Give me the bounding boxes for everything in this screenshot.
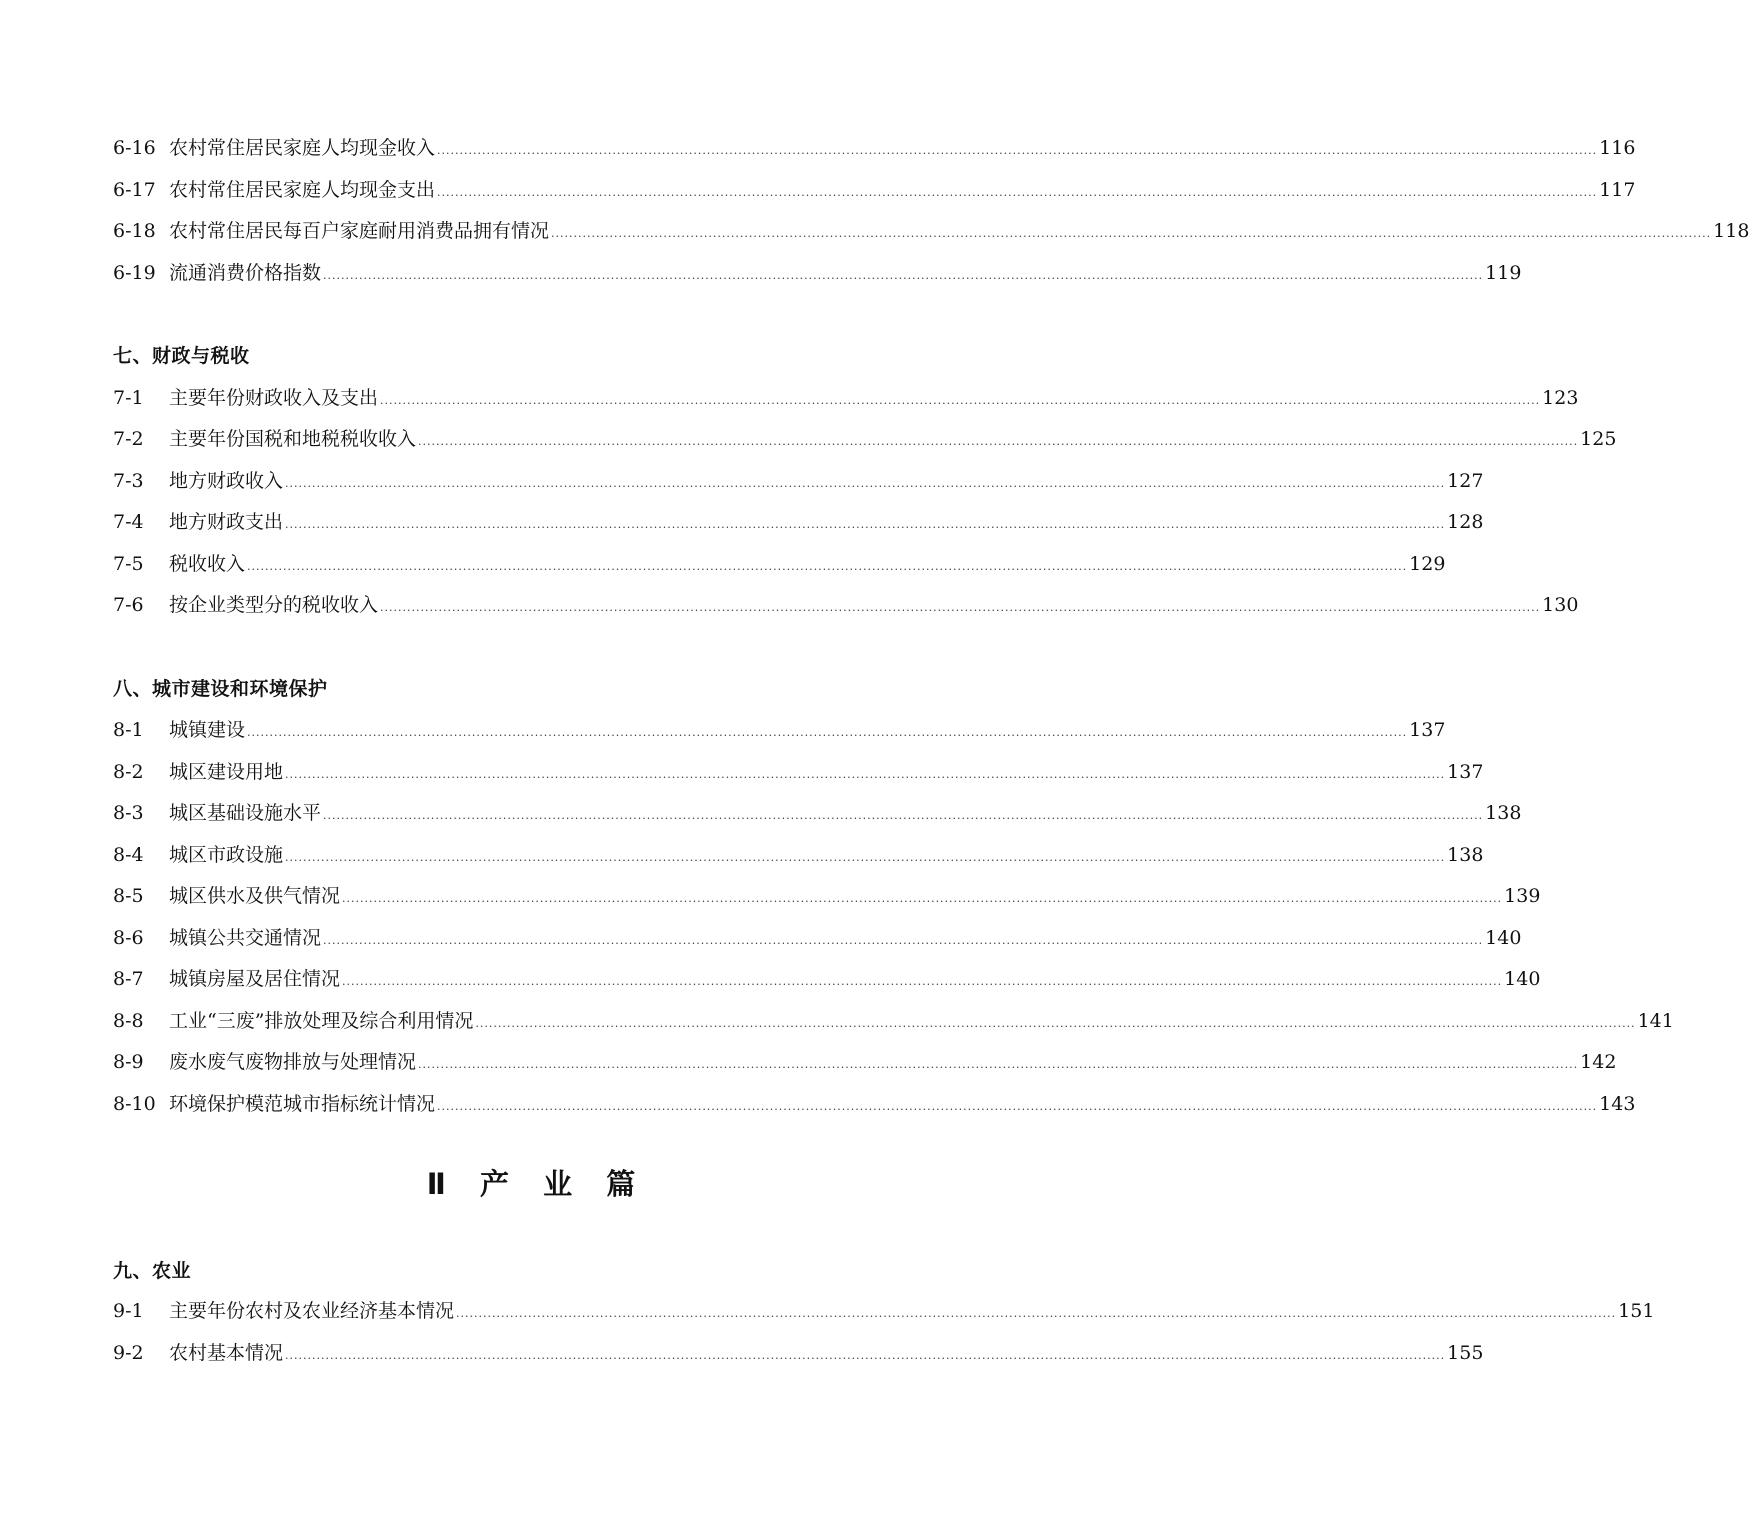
toc-entry[interactable] [113,468,1484,494]
toc-entry[interactable] [113,925,1522,951]
entry-number: 8-1 [113,719,144,741]
entry-title: 城镇建设 [169,719,246,741]
dot-leader: .................................................................................................................................................................................................................................................................. [551,227,1712,240]
entry-page: 140 [1485,927,1522,949]
entry-page: 130 [1542,594,1579,616]
dot-leader: .................................................................................................................................................................................................................................................................. [437,186,1598,199]
section-heading: 九、农业 [113,1260,192,1282]
dot-leader: .................................................................................................................................................................................................................................................................. [380,601,1541,614]
entry-title: 流通消费价格指数 [169,262,322,284]
toc-entry[interactable] [113,177,1636,203]
toc-entry[interactable] [113,1340,1484,1366]
entry-title: 农村基本情况 [169,1342,284,1364]
entry-title: 地方财政支出 [169,511,284,533]
entry-number: 7-6 [113,594,144,616]
toc-entry[interactable] [113,883,1541,909]
dot-leader: .................................................................................................................................................................................................................................................................. [418,1058,1579,1071]
entry-number: 8-9 [113,1051,144,1073]
entry-page: 137 [1447,761,1484,783]
entry-page: 129 [1409,553,1446,575]
section-heading: 八、城市建设和环境保护 [113,678,328,700]
entry-page: 139 [1504,885,1541,907]
dot-leader: .................................................................................................................................................................................................................................................................. [323,269,1484,282]
entry-page: 151 [1618,1300,1655,1322]
dot-leader: .................................................................................................................................................................................................................................................................. [323,809,1484,822]
entry-page: 128 [1447,511,1484,533]
entry-page: 140 [1504,968,1541,990]
entry-title: 农村常住居民家庭人均现金收入 [169,137,436,159]
dot-leader: .................................................................................................................................................................................................................................................................. [380,394,1541,407]
entry-number: 8-4 [113,844,144,866]
entry-page: 116 [1599,137,1636,159]
entry-title: 城区基础设施水平 [169,802,322,824]
entry-number: 8-6 [113,927,144,949]
entry-page: 127 [1447,470,1484,492]
toc-entry[interactable] [113,426,1617,452]
toc-entry[interactable] [113,842,1484,868]
entry-title: 农村常住居民家庭人均现金支出 [169,179,436,201]
dot-leader: .................................................................................................................................................................................................................................................................. [456,1307,1617,1320]
dot-leader: .................................................................................................................................................................................................................................................................. [285,851,1446,864]
toc-entry[interactable] [113,717,1446,743]
entry-number: 8-7 [113,968,144,990]
entry-page: 123 [1542,387,1579,409]
toc-entry[interactable] [113,800,1522,826]
part-title: Ⅱ 产 业 篇 [426,1167,648,1201]
toc-entry[interactable] [113,1008,1674,1034]
entry-title: 城区供水及供气情况 [169,885,341,907]
entry-title: 主要年份农村及农业经济基本情况 [169,1300,455,1322]
dot-leader: .................................................................................................................................................................................................................................................................. [418,435,1579,448]
dot-leader: .................................................................................................................................................................................................................................................................. [342,892,1503,905]
toc-entry[interactable] [113,759,1484,785]
entry-title: 城区市政设施 [169,844,284,866]
entry-title: 税收收入 [169,553,246,575]
entry-page: 155 [1447,1342,1484,1364]
dot-leader: .................................................................................................................................................................................................................................................................. [247,726,1408,739]
entry-title: 地方财政收入 [169,470,284,492]
entry-number: 8-3 [113,802,144,824]
toc-entry[interactable] [113,509,1484,535]
dot-leader: .................................................................................................................................................................................................................................................................. [285,477,1446,490]
dot-leader: .................................................................................................................................................................................................................................................................. [285,1349,1446,1362]
entry-title: 主要年份国税和地税税收收入 [169,428,417,450]
entry-page: 138 [1485,802,1522,824]
entry-title: 废水废气废物排放与处理情况 [169,1051,417,1073]
entry-number: 7-3 [113,470,144,492]
entry-number: 6-17 [113,179,156,201]
entry-number: 7-4 [113,511,144,533]
entry-page: 119 [1485,262,1522,284]
entry-page: 143 [1599,1093,1636,1115]
entry-title: 按企业类型分的税收收入 [169,594,379,616]
dot-leader: .................................................................................................................................................................................................................................................................. [323,934,1484,947]
entry-title: 城镇公共交通情况 [169,927,322,949]
toc-entry[interactable] [113,551,1446,577]
toc-entry[interactable] [113,966,1541,992]
toc-entry[interactable] [113,135,1636,161]
entry-number: 6-18 [113,220,156,242]
toc-entry[interactable] [113,1049,1617,1075]
toc-entry[interactable] [113,385,1579,411]
dot-leader: .................................................................................................................................................................................................................................................................. [475,1017,1636,1030]
entry-number: 9-1 [113,1300,144,1322]
entry-page: 142 [1580,1051,1617,1073]
entry-page: 125 [1580,428,1617,450]
toc-entry[interactable] [113,1298,1655,1324]
dot-leader: .................................................................................................................................................................................................................................................................. [247,560,1408,573]
entry-title: 农村常住居民每百户家庭耐用消费品拥有情况 [169,220,550,242]
entry-title: 主要年份财政收入及支出 [169,387,379,409]
entry-number: 7-5 [113,553,144,575]
dot-leader: .................................................................................................................................................................................................................................................................. [437,144,1598,157]
toc-entry[interactable] [113,592,1579,618]
entry-title: 城区建设用地 [169,761,284,783]
entry-number: 8-10 [113,1093,156,1115]
entry-page: 137 [1409,719,1446,741]
entry-number: 7-1 [113,387,144,409]
entry-number: 6-16 [113,137,156,159]
entry-number: 6-19 [113,262,156,284]
toc-entry[interactable] [113,260,1522,286]
entry-title: 城镇房屋及居住情况 [169,968,341,990]
toc-entry[interactable] [113,218,1749,244]
toc-entry[interactable] [113,1091,1636,1117]
entry-page: 138 [1447,844,1484,866]
entry-number: 7-2 [113,428,144,450]
entry-number: 8-2 [113,761,144,783]
entry-page: 118 [1713,220,1749,242]
entry-number: 9-2 [113,1342,144,1364]
dot-leader: .................................................................................................................................................................................................................................................................. [285,768,1446,781]
dot-leader: .................................................................................................................................................................................................................................................................. [437,1100,1598,1113]
dot-leader: .................................................................................................................................................................................................................................................................. [342,975,1503,988]
section-heading: 七、财政与税收 [113,345,250,367]
entry-number: 8-5 [113,885,144,907]
entry-title: 工业“三废”排放处理及综合利用情况 [169,1010,474,1032]
entry-number: 8-8 [113,1010,144,1032]
entry-title: 环境保护模范城市指标统计情况 [169,1093,436,1115]
entry-page: 117 [1599,179,1636,201]
dot-leader: .................................................................................................................................................................................................................................................................. [285,518,1446,531]
entry-page: 141 [1637,1010,1674,1032]
